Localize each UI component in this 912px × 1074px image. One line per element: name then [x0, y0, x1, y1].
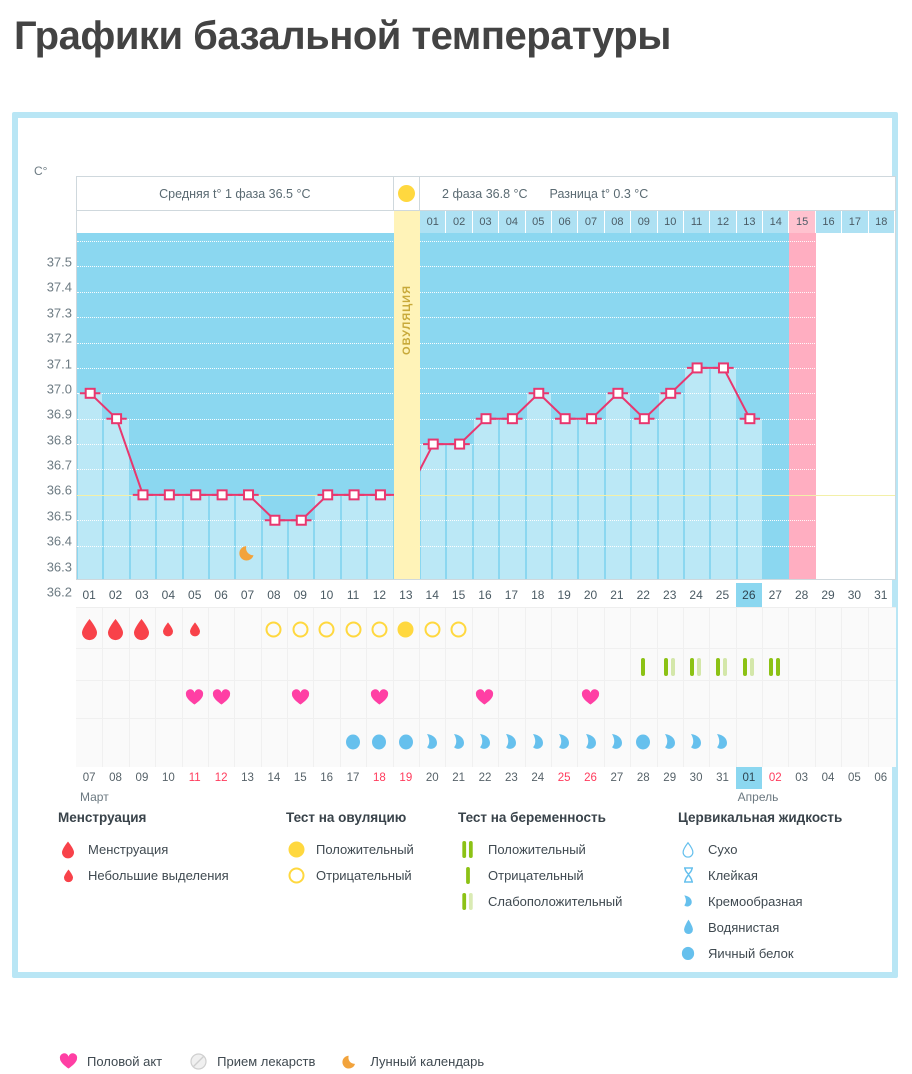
calendar-strip[interactable] — [76, 767, 896, 789]
chart-plot-area — [76, 176, 896, 580]
y-axis-tick: 36.9 — [46, 406, 72, 422]
ovulation-test-icon[interactable] — [366, 614, 392, 644]
legend-item-label: Слабоположительный — [488, 893, 623, 909]
calendar-day[interactable]: 09 — [135, 772, 149, 784]
calendar-day[interactable]: 02 — [768, 772, 782, 784]
intercourse-heart-icon[interactable] — [287, 682, 313, 712]
chart-day-label[interactable]: 12 — [372, 588, 387, 602]
chart-day-label[interactable]: 08 — [267, 588, 281, 602]
chart-day-label[interactable]: 05 — [188, 588, 202, 602]
menstruation-drop-icon[interactable] — [182, 614, 208, 644]
phase2-day-cell[interactable]: 03 — [473, 211, 499, 233]
legend-item — [58, 836, 229, 862]
temperature-point-marker[interactable] — [640, 414, 649, 423]
legend-item — [678, 836, 842, 862]
phase2-label — [420, 177, 895, 211]
temperature-point-marker[interactable] — [86, 389, 95, 398]
temperature-point-marker[interactable] — [297, 516, 306, 525]
chart-day-label[interactable]: 17 — [504, 588, 519, 602]
y-axis-tick: 36.3 — [46, 559, 72, 575]
ovulation-band — [394, 211, 420, 579]
calendar-day[interactable]: 01 — [736, 767, 762, 789]
temperature-point-marker[interactable] — [218, 490, 227, 499]
chart-day-label[interactable]: 16 — [478, 588, 492, 602]
phase2-average: 2 фаза 36.8 °C — [442, 186, 528, 201]
y-axis-labels — [28, 196, 72, 600]
grid-divider — [76, 680, 896, 681]
calendar-day[interactable]: 03 — [795, 772, 809, 784]
cervical-fluid-icon[interactable] — [551, 726, 577, 756]
chart-day-label[interactable]: 18 — [531, 588, 545, 602]
legend-column-title: Менструация — [58, 810, 147, 825]
phase-header-row — [77, 177, 895, 211]
calendar-day[interactable]: 20 — [425, 772, 439, 784]
temperature-point-marker[interactable] — [244, 490, 253, 499]
cervical-fluid-icon[interactable] — [419, 726, 445, 756]
y-axis-tick: 36.2 — [46, 584, 72, 600]
intercourse-heart-icon[interactable] — [208, 682, 234, 712]
pregnancy-test-icon[interactable] — [630, 654, 656, 680]
calendar-day[interactable]: 05 — [848, 772, 861, 784]
legend-item-label: Небольшие выделения — [88, 867, 229, 883]
temperature-point-marker[interactable] — [613, 389, 622, 398]
phase2-day-cell[interactable]: 07 — [578, 211, 604, 233]
pregnancy-test-icon[interactable] — [736, 654, 762, 680]
legend-item-label: Лунный календарь — [370, 1053, 485, 1069]
legend-item-label: Водянистая — [708, 919, 780, 935]
heart-icon — [58, 1054, 78, 1069]
cervical-fluid-icon[interactable] — [393, 726, 419, 756]
legend-column — [58, 810, 229, 888]
ovulation-test-icon[interactable] — [313, 614, 339, 644]
chart-card-inner — [18, 118, 892, 1069]
grid-divider — [736, 608, 737, 767]
calendar-day[interactable]: 27 — [610, 772, 624, 784]
cervical-fluid-icon[interactable] — [366, 726, 392, 756]
legend-item-label: Положительный — [316, 841, 414, 857]
temperature-point-marker[interactable] — [587, 414, 596, 423]
chart-day-strip[interactable] — [76, 583, 896, 607]
pill-icon — [188, 1053, 208, 1070]
plot-body — [77, 233, 895, 579]
grid-divider — [76, 648, 896, 649]
chart-card — [12, 112, 898, 1069]
legend-item-label: Менструация — [88, 841, 169, 857]
cervical-fluid-icon[interactable] — [340, 726, 366, 756]
one-bar-icon — [458, 867, 478, 884]
temperature-point-marker[interactable] — [745, 414, 754, 423]
chart-day-label[interactable]: 29 — [821, 588, 835, 602]
phase2-day-cell[interactable]: 04 — [499, 211, 525, 233]
grid-divider — [76, 718, 896, 719]
chart-day-label[interactable]: 30 — [847, 588, 862, 602]
chart-day-label[interactable]: 15 — [451, 588, 466, 602]
legend-item — [286, 836, 414, 862]
legend-item — [188, 1048, 315, 1074]
drop-eggwhite-icon — [678, 945, 698, 961]
legend-item — [458, 862, 622, 888]
chart-day-label[interactable]: 25 — [715, 588, 730, 602]
temperature-point-marker[interactable] — [138, 490, 147, 499]
chart-day-label[interactable]: 06 — [214, 588, 228, 602]
calendar-day[interactable]: 04 — [821, 772, 835, 784]
calendar-day[interactable]: 12 — [214, 772, 228, 784]
legend-item — [58, 1048, 162, 1074]
cervical-fluid-icon[interactable] — [683, 726, 709, 756]
y-axis-tick: 37.5 — [46, 254, 72, 270]
legend-item — [678, 888, 842, 914]
y-axis-tick: 37.2 — [46, 330, 72, 346]
cervical-fluid-icon[interactable] — [577, 726, 603, 756]
circle-filled-icon — [286, 841, 306, 858]
phase2-day-cell[interactable]: 08 — [605, 211, 631, 233]
temperature-point-marker[interactable] — [693, 363, 702, 372]
cervical-fluid-icon[interactable] — [498, 726, 524, 756]
intercourse-heart-icon[interactable] — [577, 682, 603, 712]
grid-divider — [788, 608, 789, 767]
legend-column — [458, 810, 622, 914]
legend-item — [678, 914, 842, 940]
legend-column — [678, 810, 842, 966]
phase2-day-cell[interactable]: 13 — [737, 211, 763, 233]
y-axis-tick: 36.5 — [46, 508, 72, 524]
legend-item — [341, 1048, 484, 1074]
month-label-left: Март — [80, 790, 109, 804]
calendar-day[interactable]: 29 — [663, 772, 677, 784]
phase2-day-cell[interactable]: 09 — [631, 211, 657, 233]
temperature-difference: Разница t° 0.3 °C — [549, 186, 649, 201]
temperature-point-marker[interactable] — [482, 414, 491, 423]
legend-column-title: Тест на овуляцию — [286, 810, 407, 825]
menstruation-drop-icon[interactable] — [76, 614, 102, 644]
calendar-day[interactable]: 15 — [293, 772, 307, 784]
phase2-day-cell[interactable]: 16 — [816, 211, 842, 233]
temperature-series — [77, 233, 895, 579]
cervical-fluid-icon[interactable] — [657, 726, 683, 756]
intercourse-heart-icon[interactable] — [366, 682, 392, 712]
legend-item — [458, 836, 622, 862]
calendar-day[interactable]: 18 — [373, 772, 386, 784]
pregnancy-test-icon[interactable] — [657, 654, 683, 680]
calendar-day[interactable]: 24 — [531, 772, 545, 784]
calendar-day[interactable]: 23 — [504, 772, 518, 784]
phase2-day-cell[interactable]: 14 — [763, 211, 789, 233]
circle-outline-icon — [286, 867, 306, 884]
temperature-point-marker[interactable] — [270, 516, 279, 525]
phase2-day-cell[interactable]: 12 — [710, 211, 736, 233]
chart-day-label[interactable]: 02 — [108, 588, 123, 602]
ovulation-test-icon[interactable] — [445, 614, 471, 644]
legend-item — [678, 862, 842, 888]
temperature-point-marker[interactable] — [165, 490, 174, 499]
y-axis-tick: 37.3 — [46, 305, 72, 321]
phase2-day-cell[interactable]: 15 — [789, 211, 815, 233]
ovulation-test-icon[interactable] — [287, 614, 313, 644]
legend-column-title: Тест на беременность — [458, 810, 606, 825]
calendar-day[interactable]: 31 — [716, 772, 729, 784]
temperature-point-marker[interactable] — [112, 414, 121, 423]
chart-day-label[interactable]: 10 — [319, 588, 334, 602]
chart-day-label[interactable]: 27 — [768, 588, 782, 602]
legend-item-label: Сухо — [708, 841, 738, 857]
cervical-fluid-icon[interactable] — [472, 726, 498, 756]
y-axis-tick: 37.0 — [46, 381, 72, 397]
chart-day-label[interactable]: 20 — [583, 588, 598, 602]
calendar-day[interactable]: 16 — [320, 772, 334, 784]
temperature-point-marker[interactable] — [455, 440, 464, 449]
calendar-day[interactable]: 06 — [874, 772, 888, 784]
temperature-point-marker[interactable] — [429, 440, 438, 449]
legend-item-label: Яичный белок — [708, 945, 794, 961]
chart-day-label[interactable]: 01 — [82, 588, 96, 602]
calendar-day[interactable]: 07 — [82, 772, 96, 784]
ovulation-test-icon[interactable] — [393, 614, 419, 644]
calendar-day[interactable]: 28 — [636, 772, 650, 784]
chart-day-label[interactable]: 03 — [135, 588, 149, 602]
y-axis-tick: 37.4 — [46, 279, 72, 295]
drop-outline-icon — [678, 842, 698, 857]
chart-day-label[interactable]: 21 — [610, 588, 624, 602]
grid-divider — [234, 608, 235, 767]
legend-item-label: Положительный — [488, 841, 586, 857]
phase1-label: Средняя t° 1 фаза 36.5 °C — [77, 177, 394, 211]
calendar-day[interactable]: 13 — [241, 772, 254, 784]
chart-day-label[interactable]: 13 — [399, 588, 413, 602]
legend-item-label: Отрицательный — [488, 867, 584, 883]
cervical-fluid-icon[interactable] — [630, 726, 656, 756]
y-axis-tick: 37.1 — [46, 356, 72, 372]
cervical-fluid-icon[interactable] — [604, 726, 630, 756]
phase2-day-cell[interactable]: 11 — [684, 211, 710, 233]
ovulation-marker-header — [394, 177, 420, 211]
temperature-point-marker[interactable] — [191, 490, 200, 499]
phase2-day-cell[interactable]: 01 — [420, 211, 446, 233]
chart-day-label[interactable]: 22 — [636, 588, 650, 602]
temperature-point-marker[interactable] — [534, 389, 543, 398]
grid-divider — [815, 608, 816, 767]
cervical-fluid-icon[interactable] — [709, 726, 735, 756]
cervical-fluid-icon[interactable] — [525, 726, 551, 756]
legend-item-label: Прием лекарств — [217, 1053, 316, 1069]
temperature-point-marker[interactable] — [561, 414, 570, 423]
calendar-day[interactable]: 26 — [584, 772, 597, 784]
menstruation-drop-icon[interactable] — [129, 614, 155, 644]
ovulation-test-icon[interactable] — [340, 614, 366, 644]
chart-day-label[interactable]: 28 — [794, 588, 809, 602]
chart-day-label[interactable]: 24 — [689, 588, 703, 602]
chart-day-label[interactable]: 07 — [240, 588, 255, 602]
chart-day-label[interactable]: 31 — [874, 588, 888, 602]
legend-item — [286, 862, 414, 888]
chart-day-label[interactable]: 19 — [557, 588, 571, 602]
y-axis-tick: 36.6 — [46, 482, 72, 498]
calendar-day[interactable]: 22 — [478, 772, 492, 784]
month-label-right: Апрель — [737, 790, 779, 804]
phase2-day-cell[interactable]: 10 — [658, 211, 684, 233]
legend-item-label: Клейкая — [708, 867, 758, 883]
chart-day-label[interactable]: 04 — [161, 588, 176, 602]
temperature-point-marker[interactable] — [350, 490, 359, 499]
legend-item-label: Кремообразная — [708, 893, 803, 909]
calendar-day[interactable]: 17 — [346, 772, 360, 784]
legend-item — [58, 862, 229, 888]
two-bars-faded-icon — [458, 893, 478, 910]
menstruation-drop-icon[interactable] — [155, 614, 181, 644]
legend-item-label: Половой акт — [87, 1053, 163, 1069]
calendar-day[interactable]: 14 — [267, 772, 281, 784]
chart-day-label[interactable]: 23 — [663, 588, 677, 602]
moon-icon — [240, 543, 258, 566]
menstruation-drop-icon[interactable] — [102, 614, 128, 644]
phase2-day-cell[interactable]: 18 — [869, 211, 895, 233]
drop-large-icon — [58, 841, 78, 858]
temperature-point-marker[interactable] — [508, 414, 517, 423]
calendar-day[interactable]: 10 — [161, 772, 175, 784]
ovulation-dot-icon — [398, 185, 415, 202]
temperature-point-marker[interactable] — [376, 490, 385, 499]
temperature-point-marker[interactable] — [323, 490, 332, 499]
two-bars-icon — [458, 841, 478, 858]
phase2-day-cell[interactable]: 02 — [446, 211, 472, 233]
grid-divider — [868, 608, 869, 767]
y-axis-tick: 36.8 — [46, 432, 72, 448]
calendar-day[interactable]: 25 — [557, 772, 571, 784]
ovulation-test-icon[interactable] — [261, 614, 287, 644]
calendar-day[interactable]: 19 — [399, 772, 413, 784]
legend-item-label: Отрицательный — [316, 867, 412, 883]
drop-creamy-icon — [678, 893, 698, 909]
ovulation-test-icon[interactable] — [419, 614, 445, 644]
page-title: Графики базальной температуры — [14, 14, 671, 58]
drop-watery-icon — [678, 919, 698, 935]
phase2-day-cell[interactable]: 05 — [526, 211, 552, 233]
temperature-point-marker[interactable] — [719, 363, 728, 372]
legend-column — [286, 810, 414, 888]
moon-icon — [341, 1053, 361, 1069]
chart-day-label[interactable]: 14 — [425, 588, 439, 602]
calendar-day[interactable]: 21 — [452, 772, 465, 784]
cervical-fluid-icon[interactable] — [445, 726, 471, 756]
pregnancy-test-icon[interactable] — [762, 654, 788, 680]
drop-small-icon — [58, 869, 78, 882]
legend-column-title: Цервикальная жидкость — [678, 810, 843, 825]
pregnancy-test-icon[interactable] — [683, 654, 709, 680]
grid-divider — [841, 608, 842, 767]
chart-day-label[interactable]: 26 — [736, 583, 762, 607]
phase2-day-cell[interactable]: 17 — [842, 211, 868, 233]
legend-item — [678, 940, 842, 966]
chart-day-label[interactable]: 11 — [346, 588, 360, 602]
ovulation-label: ОВУЛЯЦИЯ — [400, 285, 413, 355]
phase2-day-cell[interactable]: 06 — [552, 211, 578, 233]
y-axis-tick: 36.7 — [46, 457, 72, 473]
intercourse-heart-icon[interactable] — [182, 682, 208, 712]
hourglass-icon — [678, 867, 698, 883]
calendar-day[interactable]: 11 — [188, 772, 201, 784]
symbol-grid[interactable] — [76, 607, 896, 767]
y-axis-tick: 36.4 — [46, 533, 72, 549]
legend-item — [458, 888, 622, 914]
legend-bottom-row — [58, 1048, 484, 1074]
calendar-day[interactable]: 30 — [689, 772, 703, 784]
intercourse-heart-icon[interactable] — [472, 682, 498, 712]
chart-day-label[interactable]: 09 — [293, 588, 307, 602]
pregnancy-test-icon[interactable] — [709, 654, 735, 680]
grid-divider — [762, 608, 763, 767]
calendar-day[interactable]: 08 — [109, 772, 122, 784]
temperature-line-path — [90, 368, 750, 520]
y-axis-title: C° — [34, 164, 48, 178]
temperature-point-marker[interactable] — [666, 389, 675, 398]
